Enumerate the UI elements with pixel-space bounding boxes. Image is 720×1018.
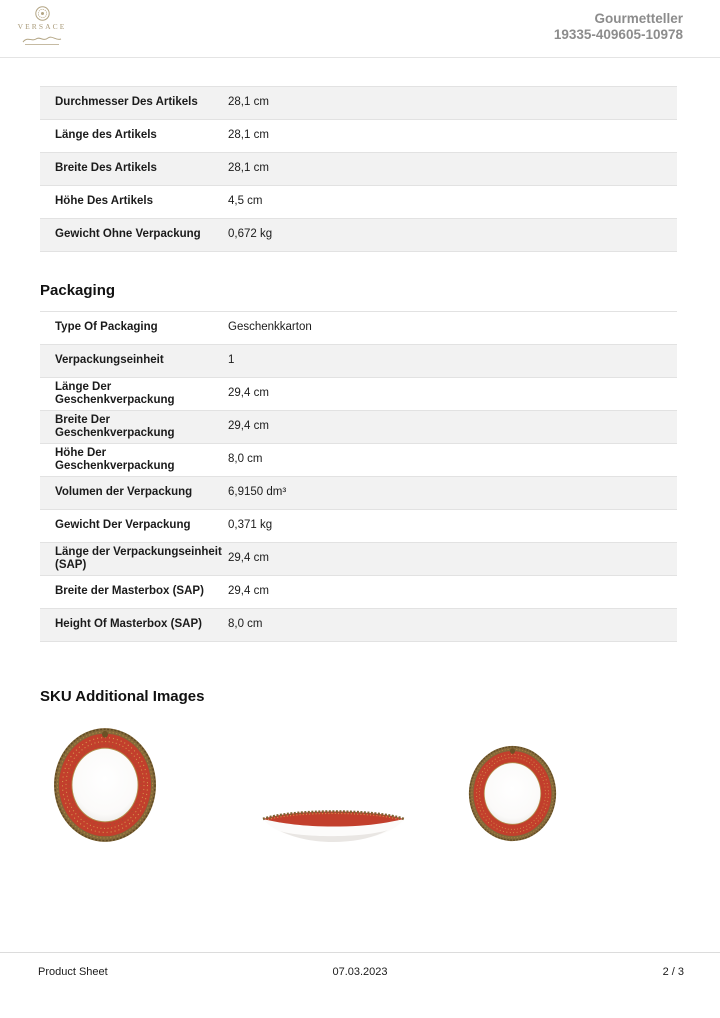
packaging-spec-table xyxy=(40,311,677,642)
spec-value: 29,4 cm xyxy=(228,585,269,598)
medusa-icon xyxy=(35,6,50,21)
packaging-section-title: Packaging xyxy=(40,282,116,299)
spec-label: Gewicht Der Verpackung xyxy=(55,519,191,532)
table-row xyxy=(40,576,677,609)
spec-value: 1 xyxy=(228,354,235,367)
spec-label: Höhe Des Artikels xyxy=(55,195,153,208)
spec-value: 28,1 cm xyxy=(228,162,269,175)
spec-label: Breite Der Geschenkverpackung xyxy=(55,413,175,439)
footer-page-number: 2 / 3 xyxy=(662,966,684,978)
table-row xyxy=(40,411,677,444)
spec-value: 0,371 kg xyxy=(228,519,273,532)
spec-label: Durchmesser Des Artikels xyxy=(55,96,198,109)
page-footer xyxy=(0,952,720,978)
footer-date: 07.03.2023 xyxy=(332,966,388,978)
table-row xyxy=(40,312,677,345)
table-row xyxy=(40,153,677,186)
spec-label: Volumen der Verpackung xyxy=(55,486,193,499)
spec-label: Gewicht Ohne Verpackung xyxy=(55,228,201,241)
spec-value: Geschenkkarton xyxy=(228,321,312,334)
sku-images-section-title: SKU Additional Images xyxy=(40,688,205,705)
spec-value: 8,0 cm xyxy=(228,453,263,466)
footer-row xyxy=(0,953,720,978)
plate-small-top-view-image xyxy=(468,745,557,847)
spec-value: 6,9150 dm³ xyxy=(228,486,287,499)
spec-value: 29,4 cm xyxy=(228,552,269,565)
spec-value: 29,4 cm xyxy=(228,420,269,433)
plate-side-view-image xyxy=(262,805,405,850)
table-row xyxy=(40,510,677,543)
table-row xyxy=(40,444,677,477)
spec-value: 29,4 cm xyxy=(228,387,269,400)
brand-wordmark: VERSACE xyxy=(17,22,67,31)
page-content xyxy=(40,58,677,880)
table-row xyxy=(40,219,677,252)
product-number: 19335-409605-10978 xyxy=(553,27,683,42)
spec-label: Breite der Masterbox (SAP) xyxy=(55,585,204,598)
spec-value: 28,1 cm xyxy=(228,129,269,142)
spec-value: 28,1 cm xyxy=(228,96,269,109)
spec-label: Height Of Masterbox (SAP) xyxy=(55,618,202,631)
table-row xyxy=(40,543,677,576)
plate-top-view-image xyxy=(53,727,157,848)
spec-value: 8,0 cm xyxy=(228,618,263,631)
table-row xyxy=(40,609,677,642)
spec-value: 4,5 cm xyxy=(228,195,263,208)
signature-flourish-icon xyxy=(20,33,64,47)
spec-label: Verpackungseinheit xyxy=(55,354,164,367)
header-product-info xyxy=(554,11,683,43)
plate-side-view-icon xyxy=(262,805,405,845)
spec-label: Länge Der Geschenkverpackung xyxy=(55,380,175,406)
table-row xyxy=(40,120,677,153)
page-header xyxy=(0,0,720,58)
spec-label: Breite Des Artikels xyxy=(55,162,157,175)
table-row xyxy=(40,345,677,378)
table-row xyxy=(40,186,677,219)
versace-logo xyxy=(17,6,67,47)
footer-document-type: Product Sheet xyxy=(38,966,108,978)
table-row xyxy=(40,477,677,510)
table-row xyxy=(40,87,677,120)
spec-label: Höhe Der Geschenkverpackung xyxy=(55,446,175,472)
article-spec-table xyxy=(40,86,677,252)
plate-small-top-view-icon xyxy=(468,745,557,842)
spec-value: 0,672 kg xyxy=(228,228,273,241)
plate-top-view-icon xyxy=(53,727,157,843)
spec-label: Länge des Artikels xyxy=(55,129,157,142)
sku-images-row xyxy=(40,725,677,880)
product-name: Gourmetteller xyxy=(594,11,683,26)
spec-label: Länge der Verpackungseinheit (SAP) xyxy=(55,545,222,571)
spec-label: Type Of Packaging xyxy=(55,321,158,334)
table-row xyxy=(40,378,677,411)
